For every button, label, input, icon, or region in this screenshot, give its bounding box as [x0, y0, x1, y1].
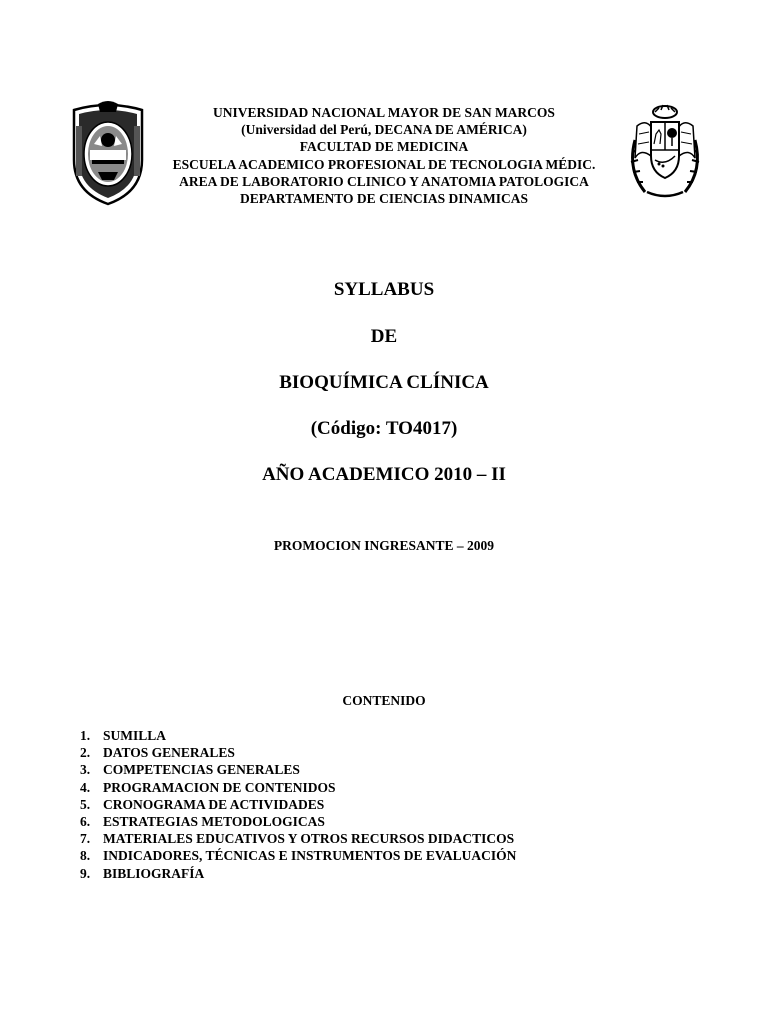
header-line-university: UNIVERSIDAD NACIONAL MAYOR DE SAN MARCOS [213, 105, 555, 120]
promocion-label: PROMOCION INGRESANTE – 2009 [273, 538, 495, 553]
list-item [80, 796, 516, 813]
header-line-faculty: FACULTAD DE MEDICINA [299, 139, 469, 155]
list-item-label: COMPETENCIAS GENERALES [103, 762, 300, 778]
list-item-number: 7. [80, 831, 91, 847]
list-item-number: 2. [80, 745, 91, 761]
list-item-label: MATERIALES EDUCATIVOS Y OTROS RECURSOS DIDACTICOS [103, 831, 515, 847]
header-line-department: DEPARTAMENTO DE CIENCIAS DINAMICAS [240, 191, 528, 207]
list-item-label: INDICADORES, TÉCNICAS E INSTRUMENTOS DE EVALUACIÓN [103, 848, 517, 864]
title-academic-year: AÑO ACADEMICO 2010 – II [262, 464, 506, 485]
university-seal-icon [68, 100, 148, 206]
title-syllabus: SYLLABUS [333, 279, 435, 300]
list-item-number: 4. [80, 779, 91, 795]
header-line-area: AREA DE LABORATORIO CLINICO Y ANATOMIA PATOLOGICA [179, 173, 589, 189]
title-de: DE [370, 326, 398, 347]
header-line-subtitle: (Universidad del Perú, DECANA DE AMÉRICA) [241, 122, 527, 138]
title-course-name: BIOQUÍMICA CLÍNICA [279, 372, 489, 393]
list-item-number: 9. [80, 865, 91, 881]
list-item [80, 865, 516, 882]
list-item-label: CRONOGRAMA DE ACTIVIDADES [103, 796, 325, 812]
title-course-code: (Código: TO4017) [310, 418, 458, 439]
list-item [80, 779, 516, 796]
list-item-number: 5. [80, 796, 91, 812]
list-item-number: 3. [80, 762, 91, 778]
list-item-label: ESTRATEGIAS METODOLOGICAS [103, 814, 325, 830]
list-item-label: DATOS GENERALES [103, 745, 235, 761]
list-item-number: 8. [80, 848, 91, 864]
list-item-number: 6. [80, 814, 91, 830]
list-item [80, 744, 516, 761]
contents-heading: CONTENIDO [342, 693, 426, 708]
institution-header [140, 104, 628, 207]
list-item [80, 847, 516, 864]
list-item [80, 830, 516, 847]
header-line-school: ESCUELA ACADEMICO PROFESIONAL DE TECNOLOGIA MÉDIC. [172, 156, 596, 172]
list-item [80, 761, 516, 778]
list-item [80, 813, 516, 830]
list-item-label: BIBLIOGRAFÍA [103, 865, 205, 881]
list-item-label: SUMILLA [103, 728, 167, 743]
peru-coat-of-arms-icon [623, 100, 707, 204]
list-item-label: PROGRAMACION DE CONTENIDOS [103, 779, 336, 795]
list-item-number: 1. [80, 728, 91, 743]
contents-list [80, 727, 516, 882]
list-item [80, 727, 516, 744]
